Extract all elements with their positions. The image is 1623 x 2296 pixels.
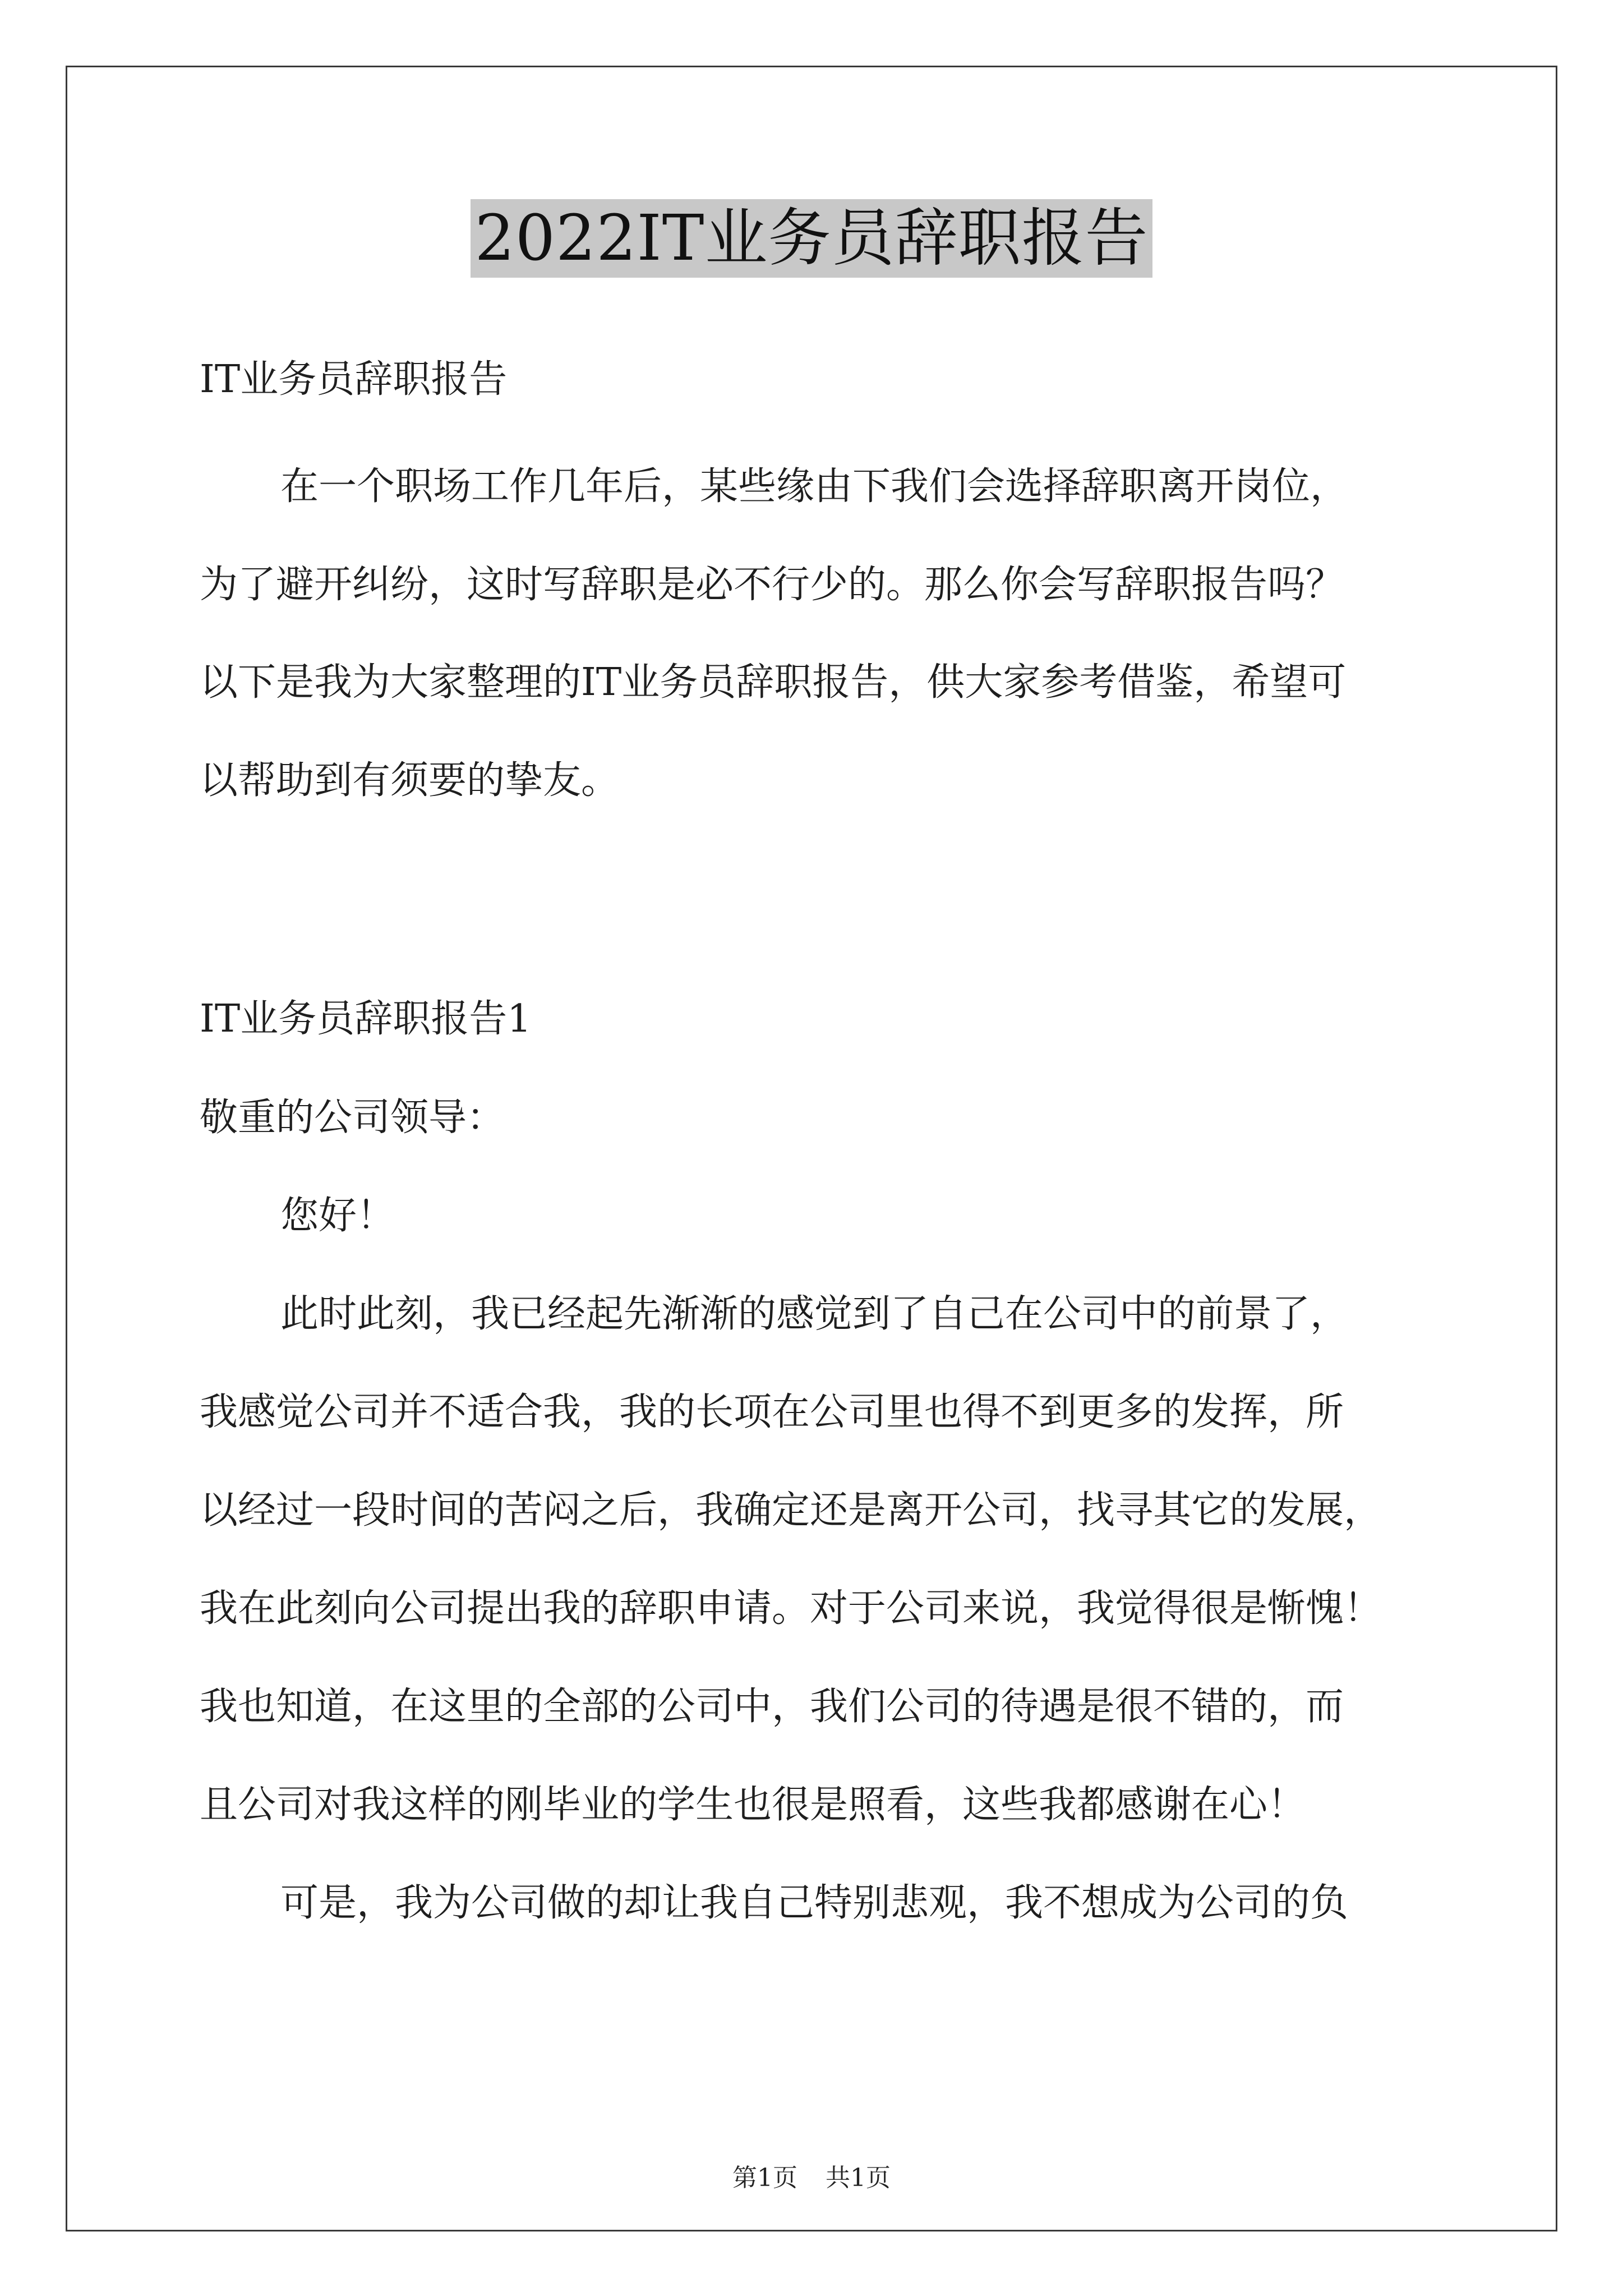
intro-line: 在一个职场工作几年后，某些缘由下我们会选择辞职离开岗位， bbox=[280, 464, 1349, 509]
greeting: 您好！ bbox=[280, 1194, 395, 1238]
body-line: 此时此刻，我已经起先渐渐的感觉到了自己在公司中的前景了， bbox=[280, 1292, 1349, 1336]
body-line: 且公司对我这样的刚毕业的学生也很是照看，这些我都感谢在心！ bbox=[200, 1783, 1306, 1827]
title-container bbox=[0, 199, 1623, 278]
body-line: 可是，我为公司做的却让我自己特别悲观，我不想成为公司的负 bbox=[280, 1881, 1349, 1925]
page-footer bbox=[0, 2157, 1623, 2193]
page-number-total: 共1页 bbox=[826, 2164, 891, 2192]
page-number-current: 第1页 bbox=[732, 2164, 797, 2192]
salutation: 敬重的公司领导： bbox=[200, 1096, 505, 1140]
section-heading: IT业务员辞职报告1 bbox=[200, 997, 532, 1041]
body-line: 我感觉公司并不适合我，我的长项在公司里也得不到更多的发挥，所 bbox=[200, 1390, 1344, 1434]
intro-line: 以帮助到有须要的挚友。 bbox=[200, 758, 620, 803]
body-line: 我也知道，在这里的全部的公司中，我们公司的待遇是很不错的，而 bbox=[200, 1685, 1344, 1729]
intro-line: 以下是我为大家整理的IT业务员辞职报告，供大家参考借鉴，希望可 bbox=[200, 660, 1347, 705]
document-title: 2022IT业务员辞职报告 bbox=[471, 199, 1153, 278]
subtitle: IT业务员辞职报告 bbox=[200, 357, 508, 402]
body-line: 我在此刻向公司提出我的辞职申请。对于公司来说，我觉得很是惭愧！ bbox=[200, 1586, 1382, 1631]
intro-line: 为了避开纠纷，这时写辞职是必不行少的。那么你会写辞职报告吗？ bbox=[200, 563, 1344, 607]
body-line: 以经过一段时间的苦闷之后，我确定还是离开公司，找寻其它的发展， bbox=[200, 1488, 1382, 1533]
